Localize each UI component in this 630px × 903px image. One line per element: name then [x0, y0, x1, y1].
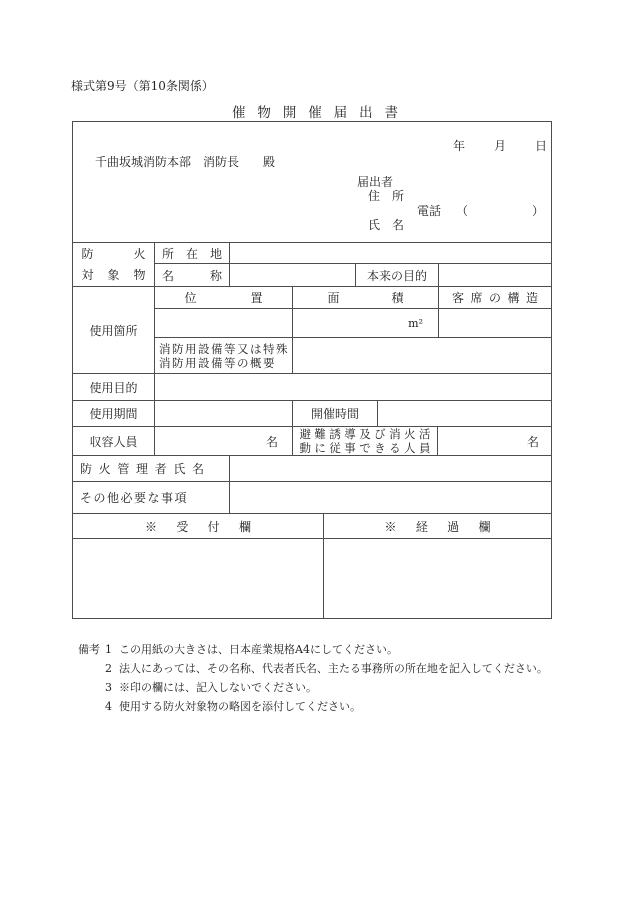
position-value [155, 309, 293, 337]
note-text: 使用する防火対象物の略図を添付してください。 [119, 700, 361, 713]
notification-form-table [72, 121, 552, 619]
phone-paren-close: ） [532, 204, 545, 218]
form-number: 様式第9号（第10条関係） [71, 79, 214, 93]
reception-box [73, 539, 324, 618]
notifier-label: 届出者 [357, 175, 394, 189]
use-area-label-text: 使用箇所 [89, 323, 138, 338]
addressee-line: 千曲坂城消防本部 消防長 殿 [95, 155, 276, 169]
note-number: 1 [105, 643, 112, 656]
evacuation-label [293, 427, 438, 455]
evacuation-label-line2: 動に従事できる人員 [299, 441, 431, 455]
fire-manager-row [73, 456, 551, 482]
notes-block [78, 640, 548, 716]
notes-label-spacer [78, 678, 105, 697]
reception-header [73, 514, 324, 538]
reception-header-text: ※受付欄 [145, 519, 251, 534]
progress-header [324, 514, 551, 538]
use-purpose-row [73, 374, 551, 401]
phone-paren-open: （ [456, 204, 469, 218]
other-items-label-text: その他必要な事項 [80, 491, 189, 505]
evacuation-value [438, 427, 551, 455]
note-number: 2 [105, 662, 112, 675]
event-time-label-text: 開催時間 [310, 407, 359, 421]
equipment-label [155, 338, 293, 373]
fire-object-name-value [230, 264, 356, 286]
notes-label: 備考 [78, 643, 100, 656]
equipment-label-line1: 消防用設備等又は特殊 [159, 341, 289, 356]
address-label: 住 所 [368, 189, 405, 203]
area-unit: m² [408, 316, 423, 330]
evacuation-unit: 名 [526, 434, 539, 449]
progress-box [324, 539, 551, 618]
area-header-text: 面積 [327, 291, 404, 305]
stamp-header-row [73, 514, 551, 539]
fire-object-label-line2: 対象物 [81, 267, 146, 282]
stamp-box-row [73, 539, 551, 618]
fire-manager-label [73, 456, 230, 481]
phone-label: 電話 [417, 204, 442, 218]
area-header [293, 287, 439, 308]
fire-manager-value [230, 456, 551, 481]
fire-object-name-label [155, 264, 230, 286]
location-label [155, 243, 230, 263]
other-items-value [230, 482, 551, 513]
capacity-label [73, 427, 155, 455]
notes-label-spacer [78, 659, 105, 678]
area-value [293, 309, 439, 337]
use-period-label [73, 401, 155, 426]
position-header-text: 位置 [184, 291, 263, 305]
note-text: 法人にあっては、その名称、代表者氏名、主たる事務所の所在地を記入してください。 [119, 662, 548, 675]
original-purpose-label-text: 本来の目的 [366, 268, 427, 283]
name-label: 氏 名 [368, 218, 405, 232]
evacuation-label-line1: 避難誘導及び消火活 [299, 427, 431, 441]
capacity-value [155, 427, 293, 455]
fire-object-row [73, 243, 551, 287]
seating-header-text: 客席の構造 [452, 291, 538, 305]
location-label-text: 所在地 [162, 246, 222, 261]
fire-manager-label-text: 防火管理者氏名 [80, 462, 204, 476]
use-purpose-label [73, 374, 155, 400]
capacity-label-text: 収容人員 [89, 434, 138, 449]
seating-value [439, 309, 551, 337]
use-area-label [73, 287, 155, 373]
original-purpose-value [439, 264, 551, 286]
event-time-label [293, 401, 378, 426]
use-period-label-text: 使用期間 [89, 407, 138, 421]
note-text: この用紙の大きさは、日本産業規格A4にしてください。 [119, 643, 398, 656]
equipment-value [293, 338, 551, 373]
position-header [155, 287, 293, 308]
equipment-label-line2: 消防用設備等の概要 [159, 355, 276, 370]
notes-label-spacer [78, 697, 105, 716]
seating-header [439, 287, 551, 308]
date-line: 年月日 [453, 139, 547, 153]
original-purpose-label [356, 264, 439, 286]
use-period-value [155, 401, 293, 426]
event-time-value [378, 401, 551, 426]
page-title-row [0, 101, 630, 121]
fire-object-label-line1: 防火 [81, 246, 146, 261]
location-value [230, 243, 551, 263]
note-number: 4 [105, 700, 112, 713]
note-number: 3 [105, 681, 112, 694]
use-area-row [73, 287, 551, 374]
other-items-row [73, 482, 551, 514]
use-purpose-label-text: 使用目的 [89, 380, 138, 395]
other-items-label [73, 482, 230, 513]
fire-object-label [73, 243, 155, 286]
capacity-row [73, 427, 551, 456]
header-cell [73, 122, 551, 243]
use-period-row [73, 401, 551, 427]
fire-object-name-label-text: 名称 [162, 268, 222, 283]
capacity-unit: 名 [265, 434, 278, 449]
page-title: 催物開催届出書 [232, 105, 398, 121]
use-purpose-value [155, 374, 551, 400]
note-text: ※印の欄には、記入しないでください。 [119, 681, 317, 694]
progress-header-text: ※経過欄 [384, 519, 491, 534]
